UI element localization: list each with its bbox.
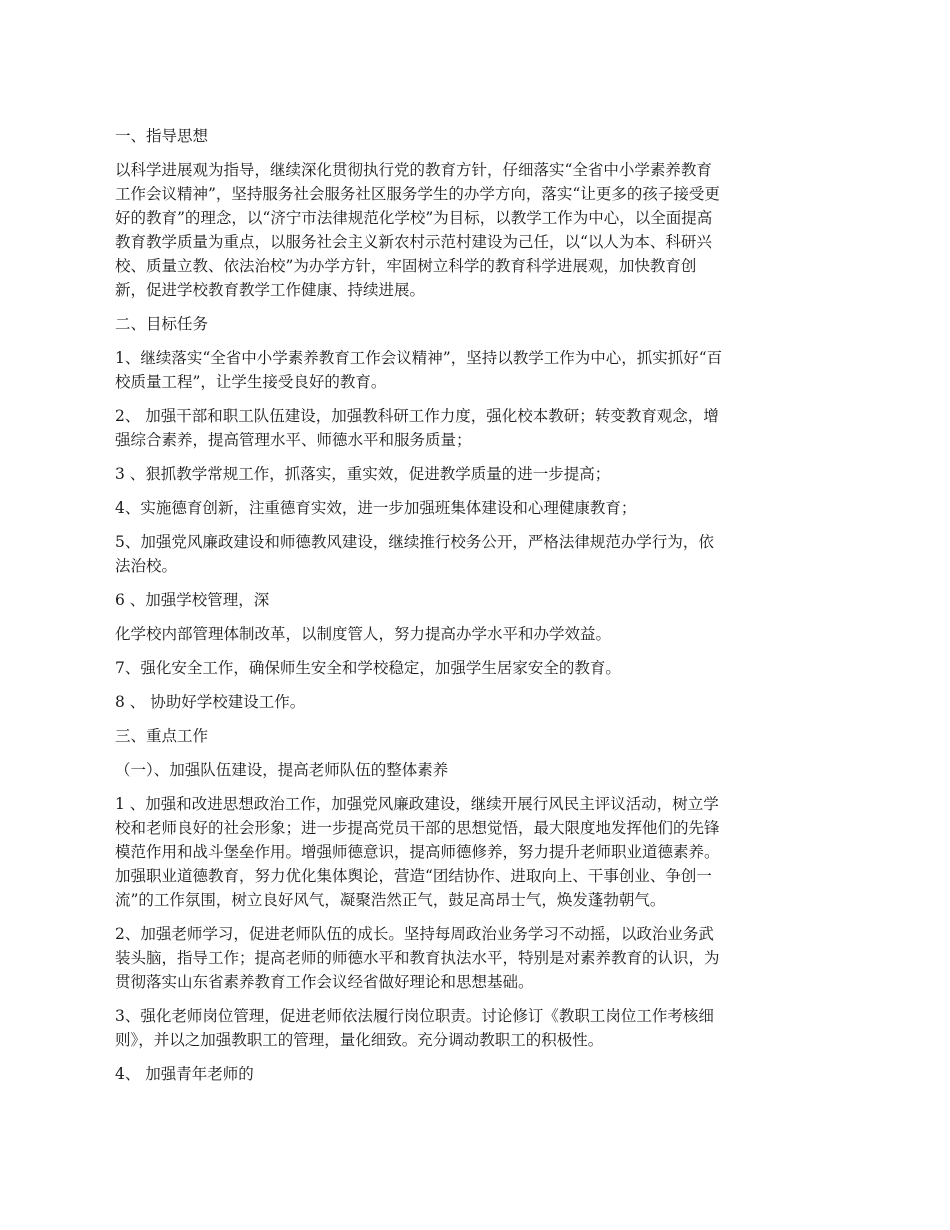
paragraph: 3、强化老师岗位管理，促进老师依法履行岗位职责。讨论修订《教职工岗位工作考核细 则》，并以之加强教职工的管理，量化细致。充分调动教职工的积极性。: [115, 1007, 714, 1049]
paragraph: 2、加强老师学习，促进老师队伍的成长。坚持每周政治业务学习不动摇，以政治业务武 装头脑，指导工作；提高老师的师德水平和教育执法水平，特别是对素养教育的认识，为 贯彻落实山东省素养教育工作会议经省做好理论和思想基础。: [115, 925, 720, 991]
paragraph: 化学校内部管理体制改革，以制度管人，努力提高办学水平和办学效益。: [115, 625, 612, 643]
paragraph: 4、实施德育创新，注重德育实效，进一步加强班集体建设和心理健康教育；: [115, 499, 637, 517]
paragraph: 7、强化安全工作，确保师生安全和学校稳定，加强学生居家安全的教育。: [115, 659, 621, 677]
paragraph: 4、 加强青年老师的: [115, 1065, 254, 1083]
document-body: [115, 124, 835, 1096]
paragraph: 以科学进展观为指导，继续深化贯彻执行党的教育方针，仔细落实“全省中小学素养教育 工作会议精神”，坚持服务社会服务社区服务学生的办学方向，落实“让更多的孩子接受更 好的教育”的理念，以“济宁市法律规范化学校”为目标，以教学工作为中心，以全面提高 教育教学质量为重点，以服务社会主义新农村示范村建设为己任，以“以人为本、科研兴 校、质量立教、依法治校”为办学方针，牢固树立科学的教育科学进展观，加快教育创 新，促进学校教育教学工作健康、持续进展。: [115, 161, 720, 299]
section-heading: 三、重点工作: [115, 727, 209, 745]
section-heading: 二、目标任务: [115, 315, 209, 333]
paragraph: 1 、加强和改进思想政治工作，加强党风廉政建设，继续开展行风民主评议活动，树立学 校和老师良好的社会形象；进一步提高党员干部的思想觉悟，最大限度地发挥他们的先锋 模范作用和战斗堡垒作用。增强师德意识，提高师德修养，努力提升老师职业道德素养。 加强职业道德教育，努力优化集体舆论，营造“团结协作、进取向上、干事创业、争创一 流”的工作氛围，树立良好风气，凝聚浩然正气，鼓足高昂士气，焕发蓬勃朝气。: [115, 795, 720, 909]
subsection-heading: （一）、加强队伍建设，提高老师队伍的整体素养: [115, 761, 449, 779]
paragraph: 8 、 协助好学校建设工作。: [115, 693, 306, 711]
paragraph: 3 、狠抓教学常规工作，抓落实，重实效，促进教学质量的进一步提高；: [115, 465, 611, 483]
paragraph: 6 、加强学校管理，深: [115, 591, 270, 609]
section-heading: 一、指导思想: [115, 127, 209, 145]
paragraph: 2、 加强干部和职工队伍建设，加强教科研工作力度，强化校本教研；转变教育观念，增 强综合素养，提高管理水平、师德水平和服务质量；: [115, 407, 719, 449]
paragraph: 5、加强党风廉政建设和师德教风建设，继续推行校务公开，严格法律规范办学行为，依 法治校。: [115, 533, 714, 575]
paragraph: 1、继续落实“全省中小学素养教育工作会议精神”，坚持以教学工作为中心，抓实抓好“百 校质量工程”，让学生接受良好的教育。: [115, 349, 723, 391]
